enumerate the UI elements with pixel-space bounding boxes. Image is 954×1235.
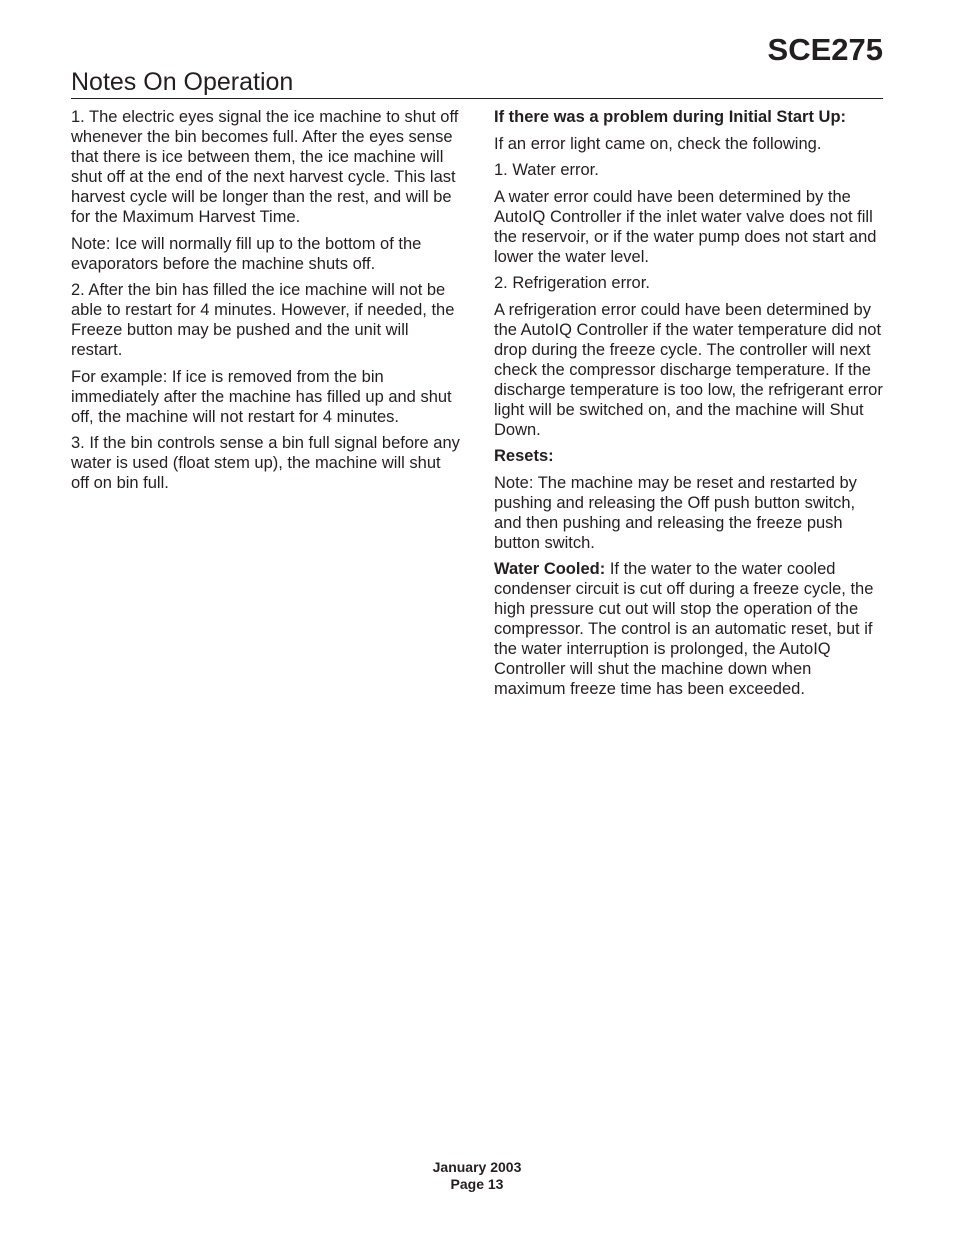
water-cooled-paragraph [494,559,886,699]
resets-heading: Resets: [494,447,554,465]
section-title: Notes On Operation [71,68,294,96]
right-column [494,107,886,706]
water-cooled-text: If the water to the water cooled condenser circuit is cut off during a freeze cycle, the high pressure cut out will stop the operation of the compressor. The control is an automatic reset, but if the water interruption is prolonged, the AutoIQ Controller will shut the machine down when maximum freeze time has been exceeded. [494,560,874,698]
model-number: SCE275 [767,32,883,67]
refrigeration-error-text: A refrigeration error could have been determined by the AutoIQ Controller if the water temperature did not drop during the freeze cycle. The controller will next check the compressor discharge temperature. If the discharge temperature is too low, the refrigerant error light will be switched on, and the machine will Shut Down. [494,300,883,439]
paragraph-electric-eyes: 1. The electric eyes signal the ice machine to shut off whenever the bin becomes full. After the eyes sense that there is ice between them, the ice machine will shut off at the end of the next harvest cycle. This last harvest cycle will be longer than the rest, and will be for the Maximum Harvest Time. [71,108,459,226]
water-error-text: A water error could have been determined by the AutoIQ Controller if the inlet water valve does not fill the reservoir, or if the water pump does not start and lower the water level. [494,187,877,266]
left-column [71,107,463,500]
paragraph-bin-full-signal: 3. If the bin controls sense a bin full signal before any water is used (float stem up), the machine will shut off on bin full. [71,434,460,492]
paragraph-example: For example: If ice is removed from the bin immediately after the machine has filled up and shut off, the machine will not restart for 4 minutes. [71,367,452,426]
page-footer [0,1159,954,1193]
footer-page-number: Page 13 [450,1176,504,1192]
paragraph-ice-fill-note: Note: Ice will normally fill up to the bottom of the evaporators before the machine shuts off. [71,234,422,273]
water-cooled-label: Water Cooled: [494,560,606,578]
paragraph-restart-delay: 2. After the bin has filled the ice machine will not be able to restart for 4 minutes. However, if needed, the Freeze button may be pushed and the unit will restart. [71,281,455,359]
error-intro: If an error light came on, check the following. [494,134,822,153]
water-error-title: 1. Water error. [494,161,599,179]
footer-date: January 2003 [432,1159,522,1175]
refrigeration-error-title: 2. Refrigeration error. [494,274,650,292]
resets-text: Note: The machine may be reset and restarted by pushing and releasing the Off push button switch, and then pushing and releasing the freeze push button switch. [494,473,857,552]
header-rule [71,98,883,99]
problem-heading: If there was a problem during Initial Start Up: [494,108,847,126]
